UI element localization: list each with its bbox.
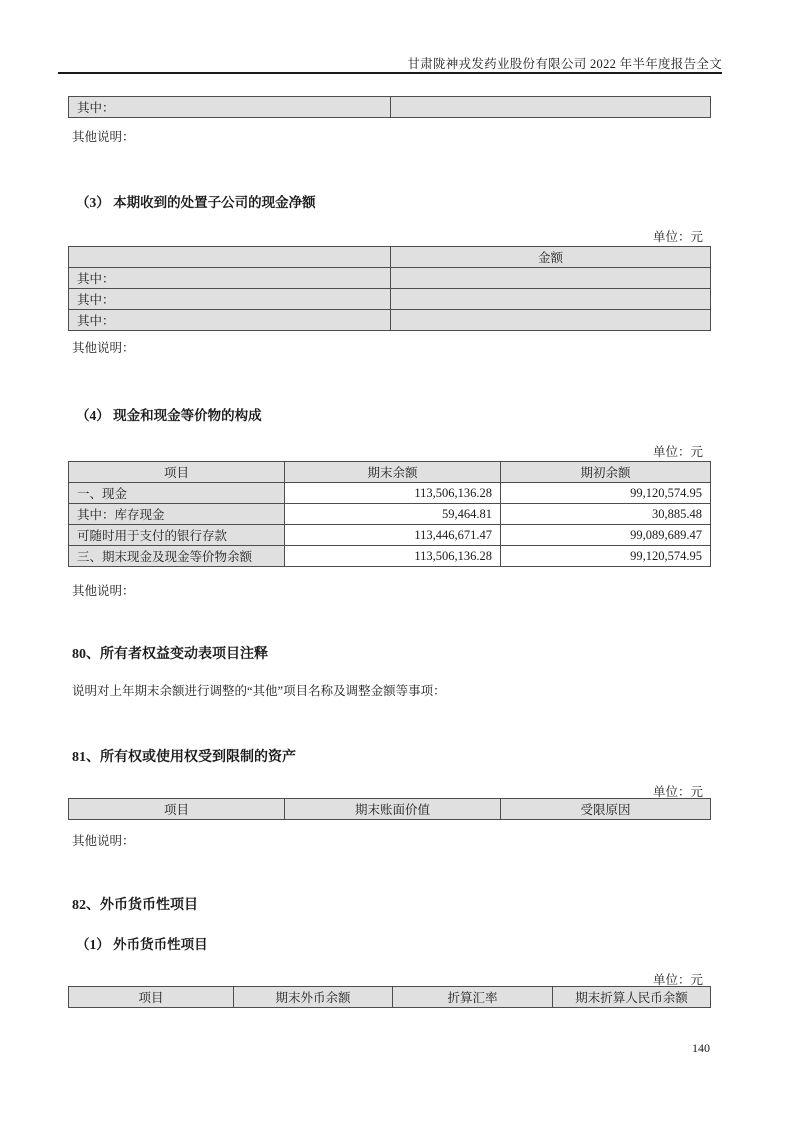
cell-value bbox=[391, 97, 711, 118]
continuation-table bbox=[68, 96, 711, 118]
cell-beginning-balance: 30,885.48 bbox=[501, 504, 711, 525]
table-header-row bbox=[69, 247, 711, 268]
header-cell-cny-balance: 期末折算人民币余额 bbox=[553, 987, 711, 1008]
table-row bbox=[69, 289, 711, 310]
section-82-1-title: （1） 外币货币性项目 bbox=[76, 937, 208, 952]
header-cell-exchange-rate: 折算汇率 bbox=[393, 987, 553, 1008]
cell-item: 其中：库存现金 bbox=[69, 504, 285, 525]
cell-ending-balance: 113,506,136.28 bbox=[285, 546, 501, 567]
cell-ending-balance: 113,506,136.28 bbox=[285, 483, 501, 504]
unit-label: 单位：元 bbox=[652, 445, 703, 459]
table-row bbox=[69, 310, 711, 331]
table-row bbox=[69, 525, 711, 546]
cell-item: 一、现金 bbox=[69, 483, 285, 504]
cell-value bbox=[391, 268, 711, 289]
unit-label: 单位：元 bbox=[652, 785, 703, 799]
header-cell-item: 项目 bbox=[69, 462, 285, 483]
header-rule bbox=[58, 72, 722, 74]
cell-value bbox=[391, 289, 711, 310]
section-4-title: （4） 现金和现金等价物的构成 bbox=[76, 408, 262, 423]
other-note-label: 其他说明： bbox=[72, 834, 135, 848]
cell-among-which: 其中： bbox=[69, 97, 391, 118]
cell-among-which: 其中： bbox=[69, 289, 391, 310]
header-cell-item: 项目 bbox=[69, 987, 234, 1008]
section-81-title: 81、所有权或使用权受到限制的资产 bbox=[72, 750, 296, 765]
cell-ending-balance: 113,446,671.47 bbox=[285, 525, 501, 546]
cell-among-which: 其中： bbox=[69, 268, 391, 289]
table-header-row bbox=[69, 462, 711, 483]
header-cell-beginning-balance: 期初余额 bbox=[501, 462, 711, 483]
cell-item: 可随时用于支付的银行存款 bbox=[69, 525, 285, 546]
cell-beginning-balance: 99,120,574.95 bbox=[501, 546, 711, 567]
section-3-table bbox=[68, 246, 711, 331]
header-cell-item: 项目 bbox=[69, 799, 285, 820]
other-note-label: 其他说明： bbox=[72, 130, 135, 144]
section-82-title: 82、外币货币性项目 bbox=[72, 898, 198, 913]
unit-label: 单位：元 bbox=[652, 230, 703, 244]
cell-item: 三、期末现金及现金等价物余额 bbox=[69, 546, 285, 567]
cash-equivalents-table bbox=[68, 461, 711, 567]
header-cell-ending-balance: 期末余额 bbox=[285, 462, 501, 483]
header-cell-restriction-reason: 受限原因 bbox=[501, 799, 711, 820]
section-80-note: 说明对上年期末余额进行调整的“其他”项目名称及调整金额等事项： bbox=[72, 684, 446, 698]
page-number: 140 bbox=[692, 1041, 710, 1055]
page-header-title: 甘肃陇神戎发药业股份有限公司 2022 年半年度报告全文 bbox=[407, 57, 722, 71]
table-header-row bbox=[69, 799, 711, 820]
table-row bbox=[69, 504, 711, 525]
restricted-assets-table bbox=[68, 798, 711, 820]
other-note-label: 其他说明： bbox=[72, 341, 135, 355]
cell-ending-balance: 59,464.81 bbox=[285, 504, 501, 525]
section-80-title: 80、所有者权益变动表项目注释 bbox=[72, 647, 268, 662]
header-cell-book-value: 期末账面价值 bbox=[285, 799, 501, 820]
cell-value bbox=[391, 310, 711, 331]
table-row bbox=[69, 483, 711, 504]
table-header-row bbox=[69, 987, 711, 1008]
table-row bbox=[69, 546, 711, 567]
unit-label: 单位：元 bbox=[652, 973, 703, 987]
other-note-label: 其他说明： bbox=[72, 584, 135, 598]
cell-among-which: 其中： bbox=[69, 310, 391, 331]
foreign-currency-table bbox=[68, 986, 711, 1008]
table-row bbox=[69, 268, 711, 289]
cell-beginning-balance: 99,120,574.95 bbox=[501, 483, 711, 504]
header-cell-foreign-balance: 期末外币余额 bbox=[234, 987, 393, 1008]
header-cell-amount: 金额 bbox=[391, 247, 711, 268]
cell-beginning-balance: 99,089,689.47 bbox=[501, 525, 711, 546]
table-row bbox=[69, 97, 711, 118]
section-3-title: （3） 本期收到的处置子公司的现金净额 bbox=[76, 195, 316, 210]
header-cell-item bbox=[69, 247, 391, 268]
